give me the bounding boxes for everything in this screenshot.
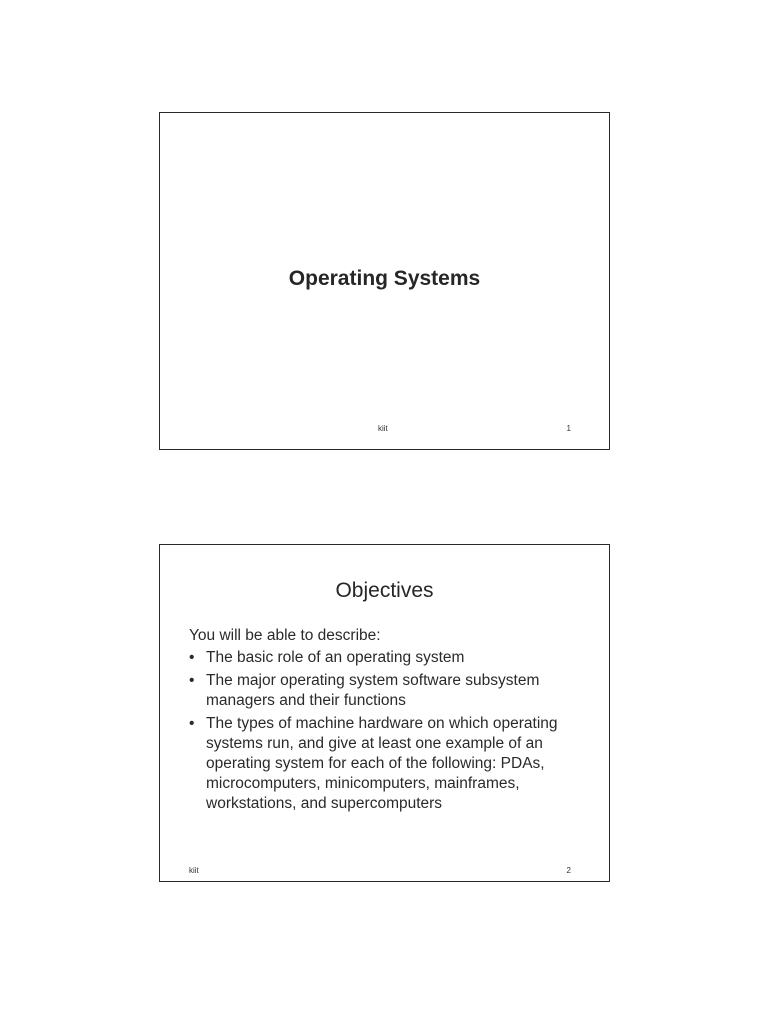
bullet-icon: • [189,649,195,666]
slide-1 [159,112,610,450]
bullet-icon: • [189,672,195,689]
slide-title: Objectives [335,579,434,602]
list-item [189,714,589,814]
slide-footer-label: kiit [189,866,199,875]
slide-body [189,626,589,817]
bullet-list [189,648,589,814]
list-item [189,648,589,668]
bullet-text: The types of machine hardware on which operating systems run, and give at least one example of an operating system for each of the following: PDAs, microcomputers, minicomputers, mainframes, workstations, and supercomputers [206,715,558,812]
slide-2 [159,544,610,882]
bullet-text: The basic role of an operating system [206,649,465,666]
bullet-text: The major operating system software subsystem managers and their functions [206,672,540,709]
slide-footer-label: kiit [378,424,388,433]
intro-text: You will be able to describe: [189,627,381,644]
bullet-icon: • [189,715,195,732]
slide-number: 1 [566,424,571,433]
slide-title: Operating Systems [288,267,481,290]
slide-number: 2 [566,866,571,875]
list-item [189,671,589,711]
